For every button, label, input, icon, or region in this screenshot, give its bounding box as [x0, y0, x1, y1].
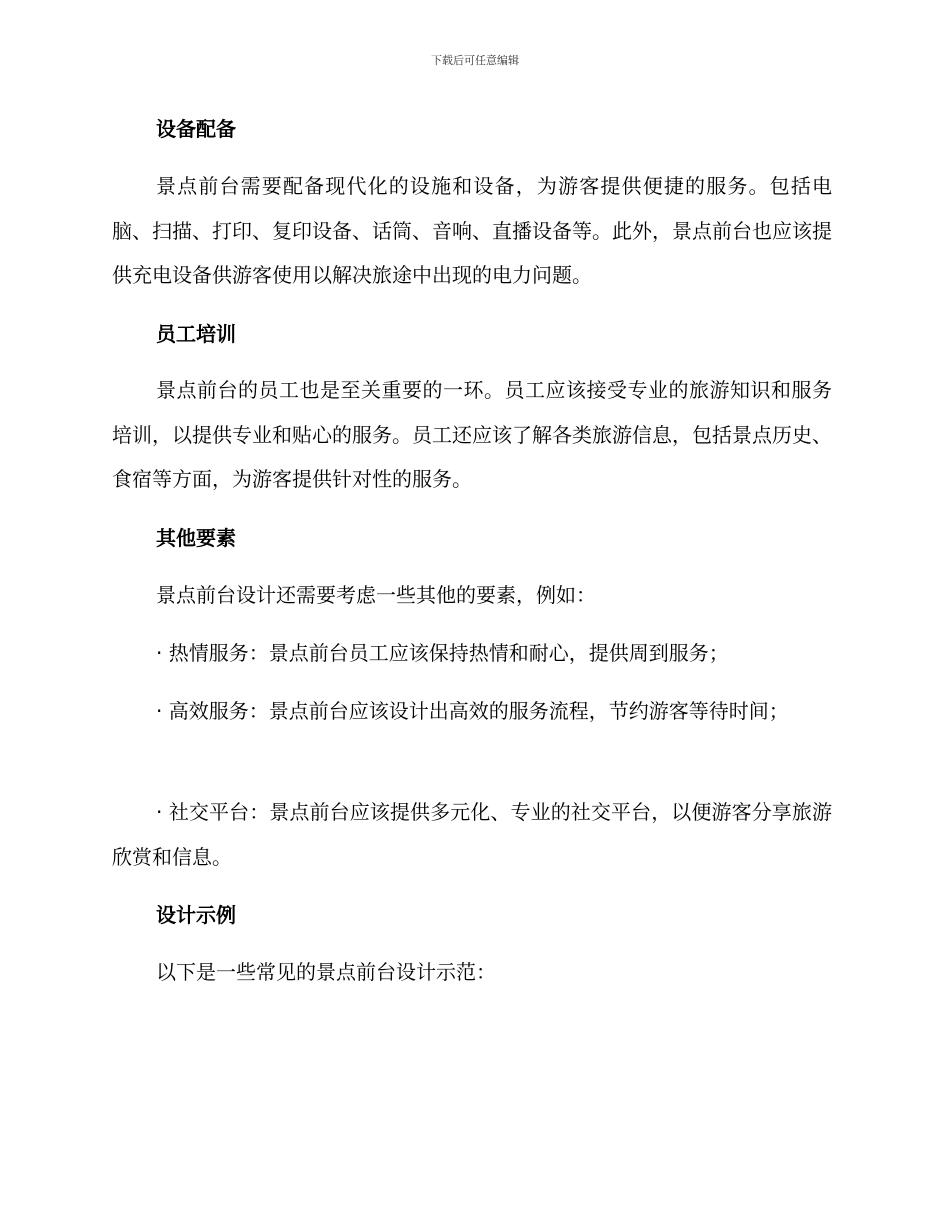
paragraph-design-examples: 以下是一些常见的景点前台设计示范：: [156, 960, 496, 984]
page-header: 下载后可任意编辑: [431, 54, 519, 67]
paragraph-other-intro: 景点前台设计还需要考虑一些其他的要素，例如：: [156, 583, 596, 607]
paragraph-equipment: 景点前台需要配备现代化的设施和设备，为游客提供便捷的服务。包括电脑、扫描、打印、复印设备、话筒、音响、直播设备等。此外，景点前台也应该提供充电设备供游客使用以解决旅途中出现的电力问题。: [112, 174, 832, 287]
section-heading-other-elements: 其他要素: [156, 526, 236, 550]
section-heading-equipment: 设备配备: [156, 117, 236, 141]
section-heading-design-examples: 设计示例: [156, 903, 236, 927]
paragraph-training: 景点前台的员工也是至关重要的一环。员工应该接受专业的旅游知识和服务培训，以提供专业和贴心的服务。员工还应该了解各类旅游信息，包括景点历史、食宿等方面，为游客提供针对性的服务。: [112, 378, 832, 491]
list-item-efficient-service: · 高效服务：景点前台应该设计出高效的服务流程，节约游客等待时间；: [156, 699, 789, 723]
list-item-warm-service: · 热情服务：景点前台员工应该保持热情和耐心，提供周到服务；: [156, 641, 729, 665]
section-heading-training: 员工培训: [156, 322, 236, 346]
list-item-social-platform: · 社交平台：景点前台应该提供多元化、专业的社交平台，以便游客分享旅游欣赏和信息。: [112, 800, 832, 869]
